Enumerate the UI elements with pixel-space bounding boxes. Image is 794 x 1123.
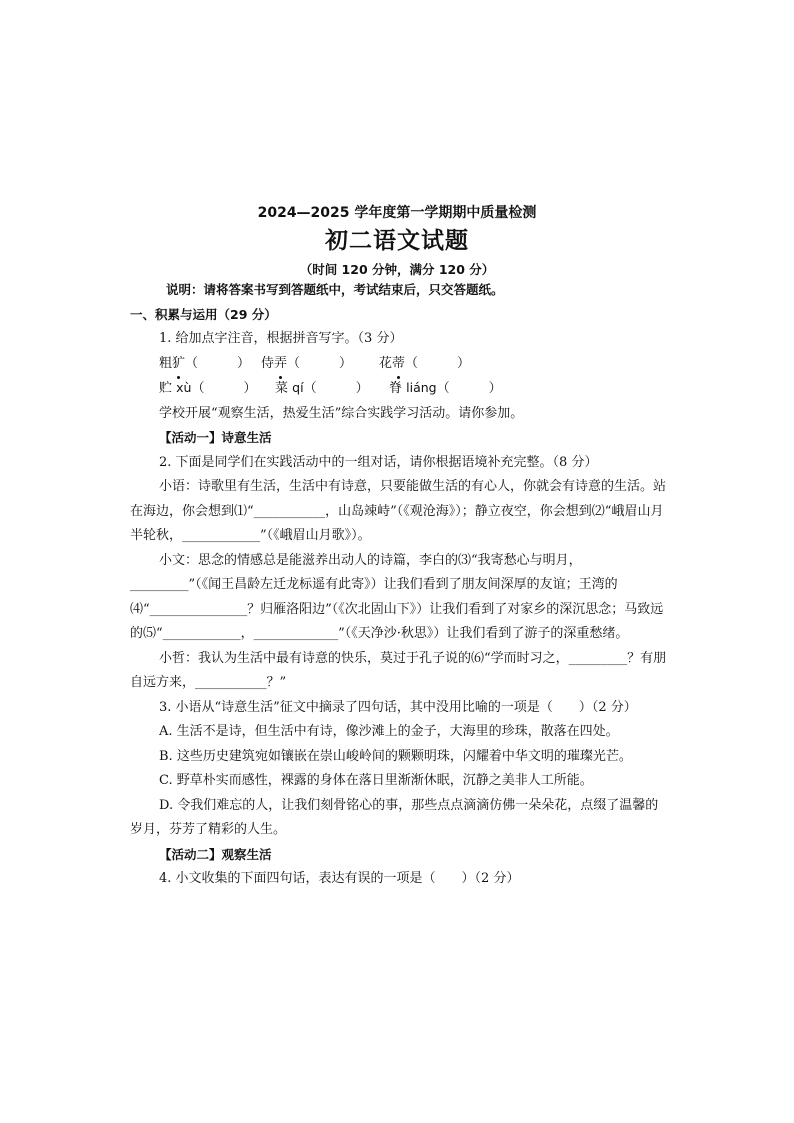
question-4-stem: 4. 小文收集的下面四句话，表达有误的一项是（ ）（2 分） bbox=[159, 871, 520, 886]
exam-period-title: 2024—2025 学年度第一学期期中质量检测 bbox=[257, 205, 537, 221]
pinyin-text: liáng bbox=[406, 380, 437, 395]
answer-blank: （ ） bbox=[185, 355, 251, 371]
pinyin-text: xù bbox=[176, 380, 192, 395]
question-3-option-d: D. 令我们难忘的人，让我们刻骨铭心的事，那些点点滴滴仿佛一朵朵花，点缀了温馨的岁月，芬芳了精彩的人生。 bbox=[130, 797, 659, 837]
phonetic-item: 侍弄（ ） bbox=[261, 352, 379, 377]
question-1-phonetic-row bbox=[130, 352, 670, 377]
answer-blank: （ ） bbox=[303, 381, 369, 396]
question-2-dialogue-3: 小哲：我认为生活中最有诗意的快乐，莫过于孔子说的⑹“学而时习之，_________？有朋自远方来，___________？” bbox=[130, 650, 667, 690]
pinyin-item: 贮 xù（ ） bbox=[159, 376, 275, 402]
question-1-pinyin-row bbox=[130, 376, 670, 402]
dotted-char: 弄 bbox=[274, 352, 287, 377]
activity-intro: 学校开展“观察生活，热爱生活”综合实践学习活动。请你参加。 bbox=[159, 405, 524, 421]
answer-blank: （ ） bbox=[405, 355, 471, 371]
activity-2-title: 【活动二】观察生活 bbox=[159, 846, 272, 862]
question-3-stem: 3. 小语从“诗意生活”征文中摘录了四句话，其中没用比喻的一项是（ ）（2 分） bbox=[159, 699, 637, 715]
phonetic-item: 粗犷（ ） bbox=[159, 352, 261, 377]
pinyin-item: 菜 qí（ ） bbox=[275, 376, 389, 402]
activity-1-title: 【活动一】诗意生活 bbox=[159, 430, 272, 445]
answer-blank: （ ） bbox=[436, 381, 502, 396]
phonetic-item: 花蒂（ ） bbox=[379, 352, 470, 377]
dotted-char: 蒂 bbox=[392, 352, 405, 377]
exam-subject-title: 初二语文试题 bbox=[325, 228, 469, 254]
exam-time-score: （时间 120 分钟，满分 120 分） bbox=[299, 262, 495, 277]
answer-blank: （ ） bbox=[191, 381, 257, 396]
question-2-dialogue-2: 小文：思念的情感总是能滋养出动人的诗篇，李白的⑶“我寄愁心与明月，_________”（《闻王昌龄左迁龙标遥有此寄》）让我们看到了朋友间深厚的友谊；王湾的⑷“_______________？归雁洛阳边”（《次北固山下》）让我们看到了对家乡的深沉思念；马致远的⑸“____________，_____________”（《天净沙·秋思》）让我们看到了游子的深重愁绪。 bbox=[130, 552, 664, 641]
question-3-option-a: A. 生活不是诗，但生活中有诗，像沙滩上的金子，大海里的珍珠，散落在四处。 bbox=[159, 724, 619, 739]
question-2-stem: 2. 下面是同学们在实践活动中的一组对话，请你根据语境补充完整。（8 分） bbox=[159, 454, 598, 470]
exam-header bbox=[0, 203, 794, 280]
exam-body bbox=[130, 278, 670, 892]
answer-blank: （ ） bbox=[287, 355, 353, 371]
section-1-title: 一、积累与运用（29 分） bbox=[130, 306, 277, 322]
pinyin-item: 脊 liáng（ ） bbox=[389, 376, 502, 402]
question-1-stem: 1. 给加点字注音，根据拼音写字。（3 分） bbox=[159, 331, 403, 346]
question-2-dialogue-1: 小语：诗歌里有生活，生活中有诗意，只要能做生活的有心人，你就会有诗意的生活。站在海边，你会想到⑴“___________，山岛竦峙”（《观沧海》）；静立夜空，你会想到⑵“峨眉山月半轮秋，____________”（《峨眉山月歌》）。 bbox=[130, 479, 667, 543]
dotted-char: 犷 bbox=[172, 352, 185, 377]
pinyin-text: qí bbox=[292, 380, 304, 395]
question-3-option-b: B. 这些历史建筑宛如镶嵌在崇山峻岭间的颗颗明珠，闪耀着中华文明的璀璨光芒。 bbox=[159, 748, 632, 764]
question-3-option-c: C. 野草朴实而感性，裸露的身体在落日里渐渐休眠，沉静之美非人工所能。 bbox=[159, 773, 593, 788]
instructions-note: 说明：请将答案书写到答题纸中，考试结束后，只交答题纸。 bbox=[166, 282, 504, 297]
